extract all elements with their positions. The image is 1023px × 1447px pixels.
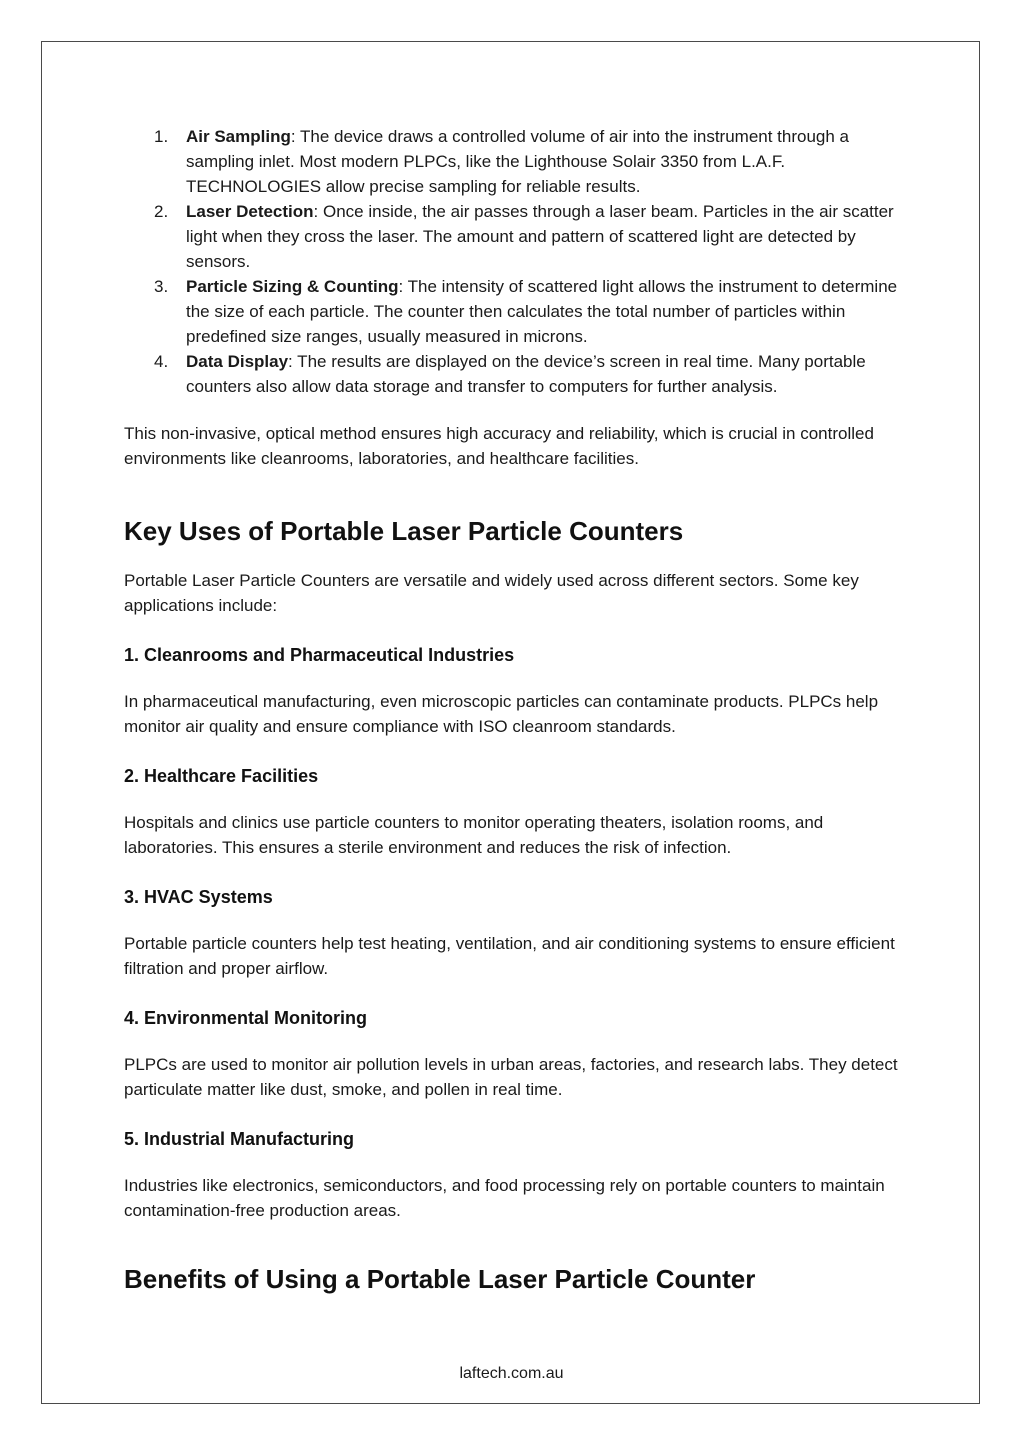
uses-heading: Key Uses of Portable Laser Particle Counters <box>124 516 684 546</box>
page-footer: laftech.com.au <box>459 1365 564 1382</box>
use-heading-industrial: 5. Industrial Manufacturing <box>124 1129 355 1149</box>
list-item <box>124 199 900 274</box>
list-item-number: 2. <box>154 202 169 221</box>
page-content <box>124 124 900 1295</box>
list-item-title: Data Display <box>186 352 289 371</box>
use-text-environmental: PLPCs are used to monitor air pollution levels in urban areas, factories, and research labs. They detect particulate matter like dust, smoke, and pollen in real time. <box>124 1055 898 1099</box>
list-item-text: : Once inside, the air passes through a laser beam. Particles in the air scatter light when they cross the laser. The amount and pattern of scattered light are detected by sensors. <box>186 202 894 271</box>
list-item-title: Air Sampling <box>186 127 291 146</box>
list-item-number: 4. <box>154 352 169 371</box>
use-heading-cleanrooms: 1. Cleanrooms and Pharmaceutical Industries <box>124 645 515 665</box>
list-item-title: Laser Detection <box>186 202 314 221</box>
list-item-text: : The intensity of scattered light allows the instrument to determine the size of each particle. The counter then calculates the total number of particles within predefined size ranges, usually measured in microns. <box>186 277 898 346</box>
method-paragraph: This non-invasive, optical method ensures high accuracy and reliability, which is crucial in controlled environments like cleanrooms, laboratories, and healthcare facilities. <box>124 424 874 468</box>
list-item-text: : The results are displayed on the device’s screen in real time. Many portable counters also allow data storage and transfer to computers for further analysis. <box>186 352 866 396</box>
benefits-heading: Benefits of Using a Portable Laser Particle Counter <box>124 1264 756 1294</box>
use-text-industrial: Industries like electronics, semiconductors, and food processing rely on portable counters to maintain contamination-free production areas. <box>124 1176 885 1220</box>
uses-intro: Portable Laser Particle Counters are versatile and widely used across different sectors. Some key applications include: <box>124 571 859 615</box>
list-item-text: : The device draws a controlled volume of air into the instrument through a sampling inlet. Most modern PLPCs, like the Lighthouse Solair 3350 from L.A.F. TECHNOLOGIES allow precise sampling for reliable results. <box>186 127 850 196</box>
use-heading-healthcare: 2. Healthcare Facilities <box>124 766 319 786</box>
list-item-title: Particle Sizing & Counting <box>186 277 399 296</box>
use-text-cleanrooms: In pharmaceutical manufacturing, even microscopic particles can contaminate products. PLPCs help monitor air quality and ensure compliance with ISO cleanroom standards. <box>124 692 879 736</box>
list-item <box>124 349 900 399</box>
use-heading-hvac: 3. HVAC Systems <box>124 887 273 907</box>
use-text-hvac: Portable particle counters help test heating, ventilation, and air conditioning systems to ensure efficient filtration and proper airflow. <box>124 934 895 978</box>
process-steps-list <box>124 124 900 399</box>
list-item-number: 3. <box>154 277 169 296</box>
use-heading-environmental: 4. Environmental Monitoring <box>124 1008 368 1028</box>
list-item <box>124 124 900 199</box>
use-text-healthcare: Hospitals and clinics use particle counters to monitor operating theaters, isolation rooms, and laboratories. This ensures a sterile environment and reduces the risk of infection. <box>124 813 824 857</box>
list-item-number: 1. <box>154 127 169 146</box>
list-item <box>124 274 900 349</box>
